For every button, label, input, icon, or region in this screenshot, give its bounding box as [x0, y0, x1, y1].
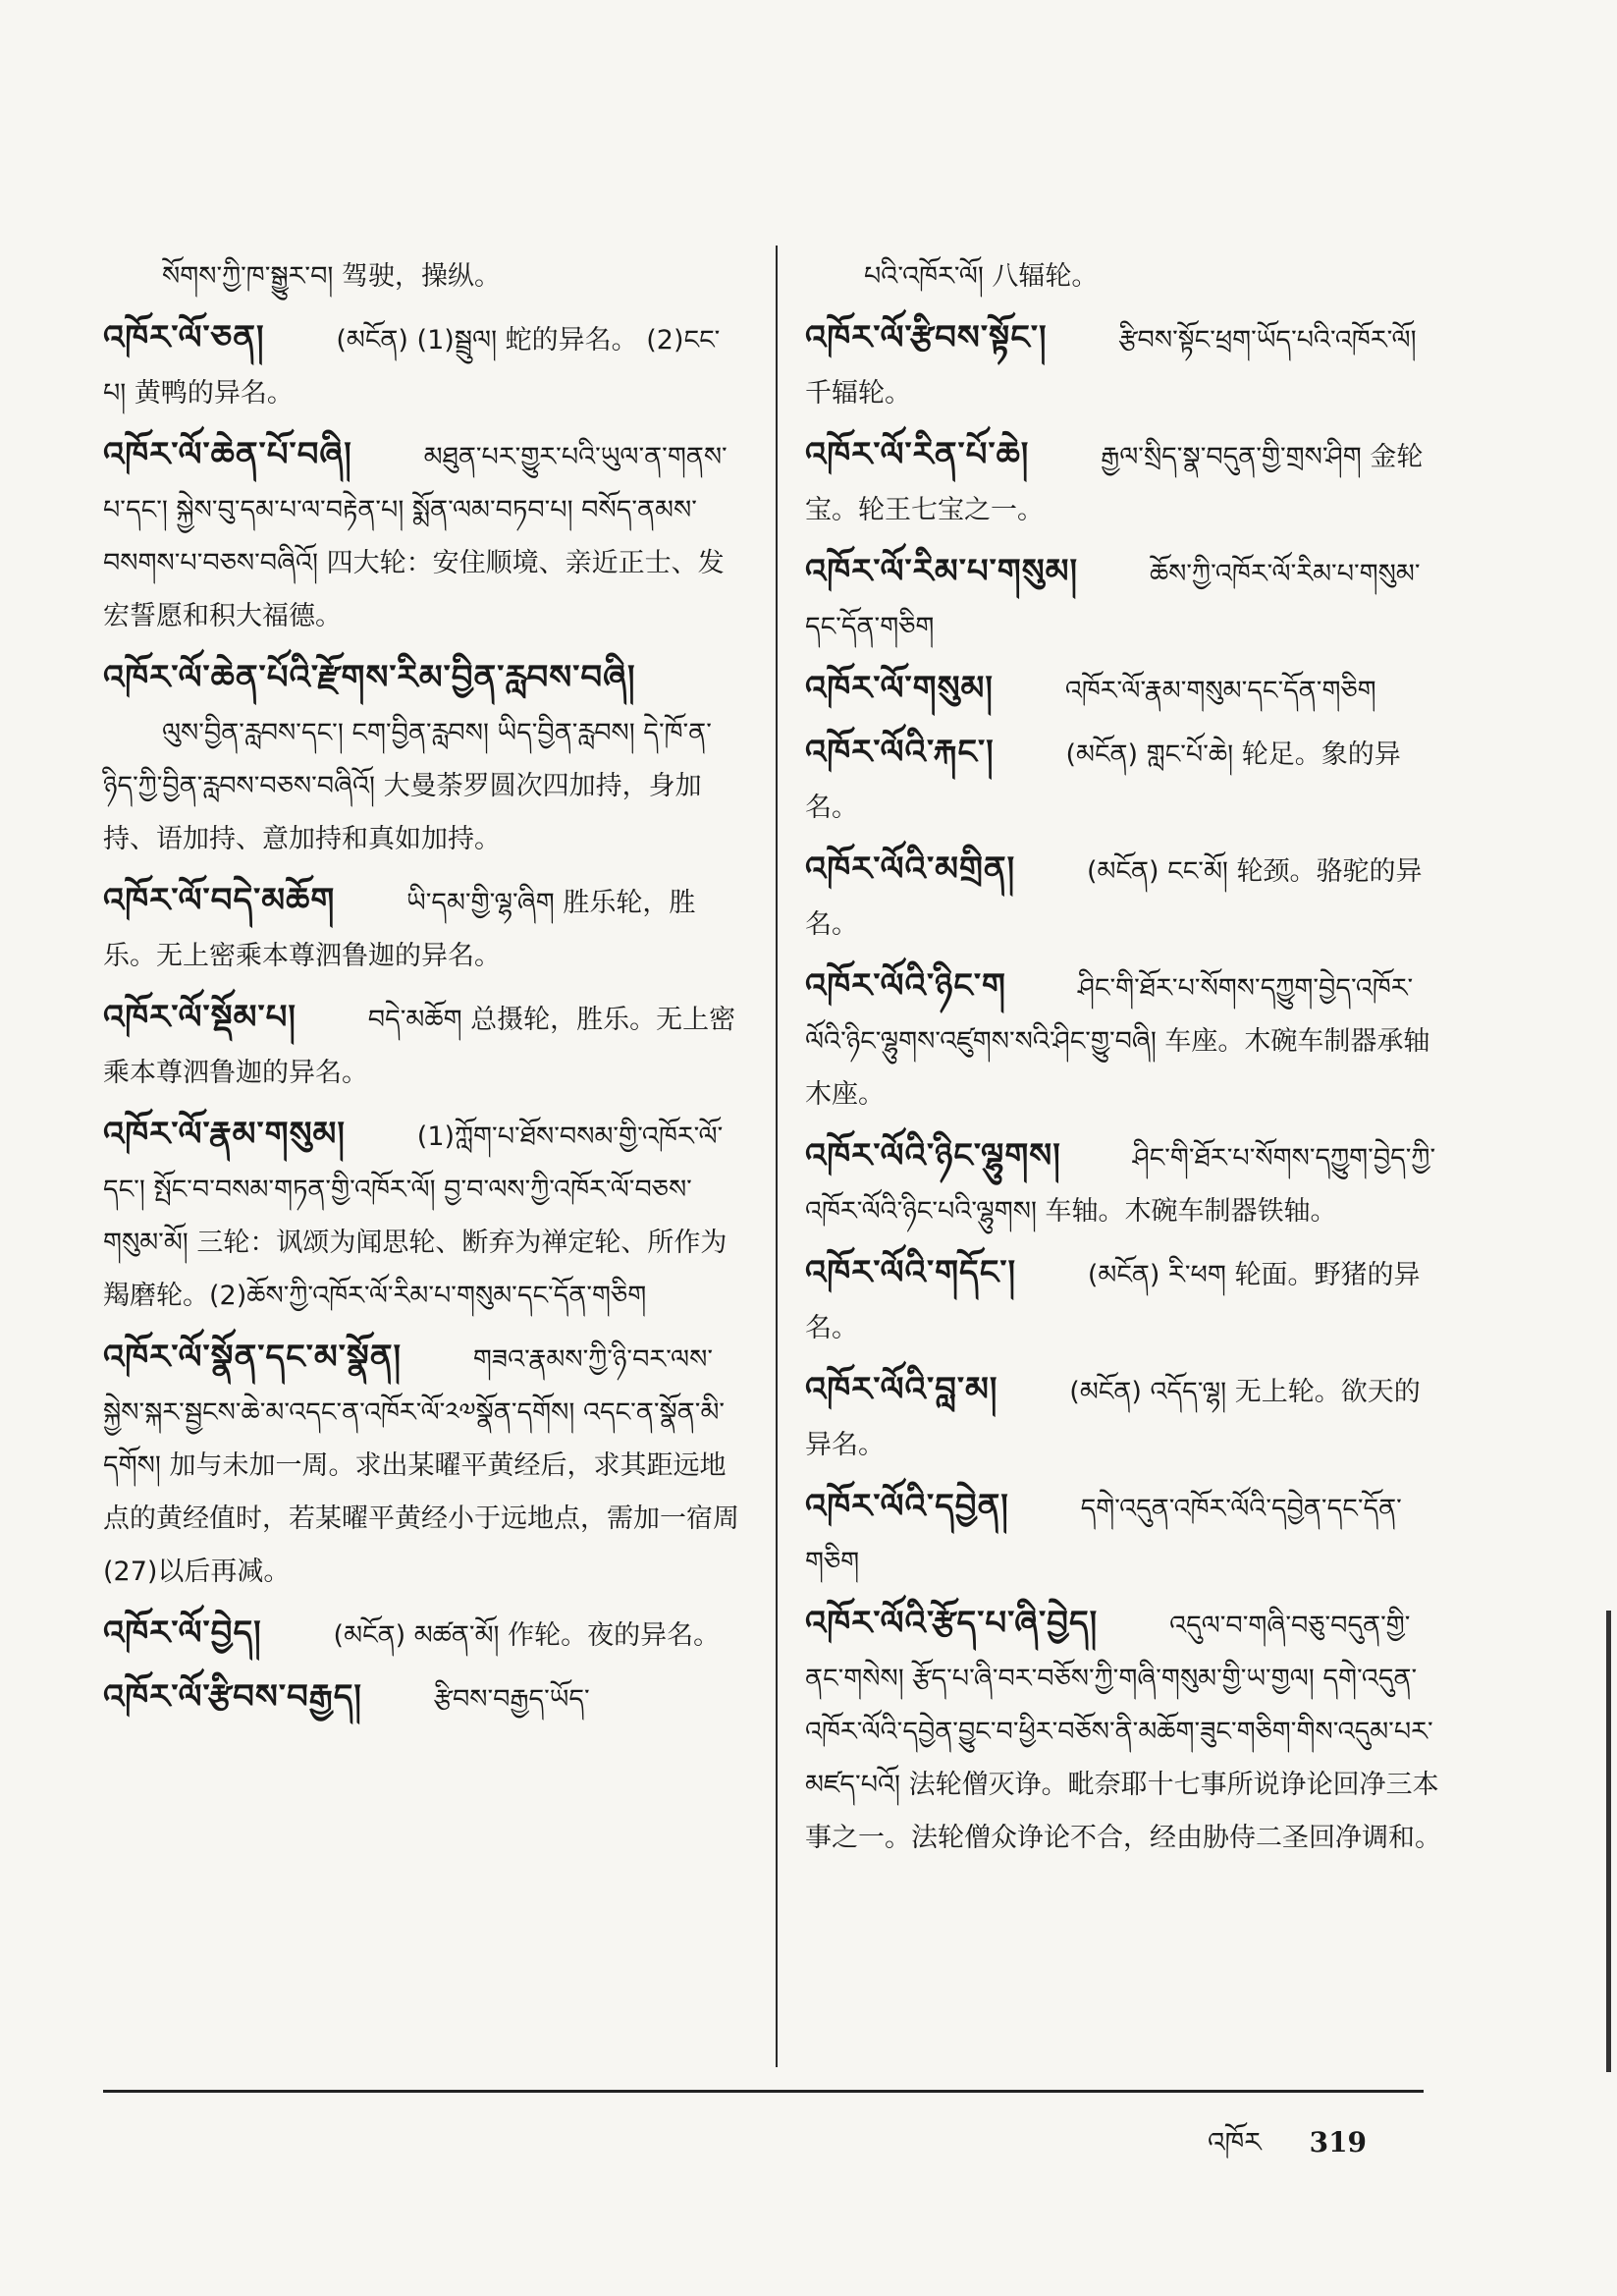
dictionary-entry: [103, 311, 741, 420]
entry-definition: (མངོན) ངང་མོ། 轮颈。骆驼的异名。: [805, 856, 1423, 940]
dictionary-entry: [805, 959, 1443, 1121]
dictionary-entry: [805, 545, 1443, 654]
dictionary-entry: [805, 843, 1443, 952]
entry-headword: འཁོར་ལོའི་བླ་མ།: [805, 1370, 1011, 1409]
entry-headword: འཁོར་ལོ་བྱེད།: [103, 1613, 275, 1653]
entry-definition: དགེ་འདུན་འཁོར་ལོའི་དབྱེན་དང་དོན་གཅིག: [805, 1494, 1402, 1577]
entry-definition: མཐུན་པར་གྱུར་པའི་ཡུལ་ན་གནས་པ་དང་། སྐྱེས་བུ་དམ་པ་ལ་བརྟེན་པ། སྨོན་ལམ་བཏབ་པ། བསོད་ནམས་བསགས་པ་བཅས་བཞིའོ། 四大轮：安住顺境、亲近正士、发宏誓愿和积大福德。: [103, 442, 728, 631]
entry-headword: འཁོར་ལོ་རིམ་པ་གསུམ།: [805, 552, 1091, 591]
dictionary-entry: [103, 1670, 741, 1726]
left-entries: [103, 250, 741, 1726]
entry-headword: འཁོར་ལོ་སྣོན་དང་མ་སྣོན།: [103, 1338, 414, 1377]
right-column: [805, 250, 1443, 1873]
dictionary-entry: [805, 1480, 1443, 1589]
dictionary-entry: [805, 662, 1443, 718]
left-column: [103, 250, 741, 1734]
entry-headword: འཁོར་ལོ་བདེ་མཆོག: [103, 881, 349, 920]
dictionary-entry: [103, 1331, 741, 1599]
page-number: 319: [1309, 2126, 1368, 2159]
dictionary-entry: [103, 874, 741, 983]
dictionary-entry: [103, 1108, 741, 1323]
entry-definition: རྒྱལ་སྲིད་སྣ་བདུན་གྱི་གྲས་ཤིག 金轮宝。轮王七宝之一。: [805, 442, 1424, 525]
dictionary-entry: [103, 1607, 741, 1663]
running-head: འཁོར: [1208, 2126, 1262, 2159]
entry-headword: འཁོར་ལོའི་རྐང་།: [805, 733, 1007, 772]
page-edge-mark: [1606, 1611, 1611, 2072]
column-divider: [776, 246, 778, 2067]
entry-headword: འཁོར་ལོ་ཆེན་པོ་བཞི།: [103, 435, 365, 474]
entry-definition: རྩིབས་སྟོང་ཕྲག་ཡོད་པའི་འཁོར་ལོ། 千辐轮。: [805, 325, 1417, 409]
entry-definition: རྩིབས་བརྒྱད་ཡོད་: [433, 1684, 590, 1715]
page-footer: [1208, 2111, 1367, 2189]
entry-headword: འཁོར་ལོ་གསུམ།: [805, 669, 1006, 708]
entry-headword: འཁོར་ལོའི་དབྱེན།: [805, 1487, 1022, 1526]
entry-headword: འཁོར་ལོ་ཆེན་པོའི་རྫོགས་རིམ་བྱིན་རླབས་བཞི།: [103, 658, 636, 697]
entry-definition: (མངོན) རི་ཕག 轮面。野猪的异名。: [805, 1260, 1421, 1343]
dictionary-entry: [103, 651, 741, 866]
entry-definition: ཤིང་གི་ཐོར་པ་སོགས་དཀྱུག་བྱེད་འཁོར་ལོའི་ཉིང་ལྷུགས་འཛུགས་སའི་ཤིང་གྱུ་བཞི། 车座。木碗车制器承轴木座。: [805, 973, 1430, 1110]
entry-definition: གཟའ་རྣམས་ཀྱི་ཉི་བར་ལས་སྐྱེས་སྐར་སྦྱངས་ཆེ་མ་འདང་ན་འཁོར་ལོ་༢༧སྣོན་དགོས། འདང་ན་སྣོན་མི་དགོས། 加与未加一周。求出某曜平黄经后，求其距远地点的黄经值时，若某曜平黄经小于远地点，需加一宿周(27)以后再减。: [103, 1344, 739, 1587]
entry-definition: (མངོན) གླང་པོ་ཆེ། 轮足。象的异名。: [805, 739, 1401, 823]
entry-definition: ཤིང་གི་ཐོར་པ་སོགས་དཀྱུག་བྱེད་ཀྱི་འཁོར་ལོའི་ཉིང་པའི་ལྷུགས། 车轴。木碗车制器铁轴。: [805, 1143, 1436, 1227]
entry-definition: ཡི་དམ་གྱི་ལྷ་ཞིག 胜乐轮，胜乐。无上密乘本尊泗鲁迦的异名。: [103, 888, 696, 971]
entry-definition: (མངོན) (1)སྦྲུལ། 蛇的异名。 (2)ངང་པ། 黄鸭的异名。: [103, 325, 721, 409]
entry-definition: སོགས་ཀྱི་ཁ་སྒྱུར་བ། 驾驶，操纵。: [162, 261, 501, 292]
entry-headword: འཁོར་ལོའི་གདོང་།: [805, 1253, 1029, 1292]
entry-headword: འཁོར་ལོ་སྡོམ་པ།: [103, 998, 309, 1037]
entry-headword: འཁོར་ལོ་རྩིབས་སྟོང་།: [805, 318, 1060, 357]
dictionary-entry: [805, 1129, 1443, 1238]
entry-definition: པའི་འཁོར་ལོ། 八辐轮。: [864, 261, 1099, 292]
entry-definition: ལུས་བྱིན་རླབས་དང་། ངག་བྱིན་རླབས། ཡིད་བྱིན་རླབས། དེ་ཁོ་ན་ཉིད་ཀྱི་བྱིན་རླབས་བཅས་བཞིའོ། 大曼荼罗圆次四加持，身加持、语加持、意加持和真如加持。: [103, 718, 712, 854]
dictionary-entry: [805, 1246, 1443, 1355]
entry-headword: འཁོར་ལོའི་ཉིང་ག: [805, 966, 1019, 1006]
entry-headword: འཁོར་ལོའི་རྩོད་པ་ཞི་བྱེད།: [805, 1604, 1111, 1643]
footer-rule: [103, 2090, 1424, 2093]
dictionary-entry: [103, 428, 741, 643]
dictionary-entry: [805, 250, 1443, 303]
entry-headword: འཁོར་ལོ་རིན་པོ་ཆེ།: [805, 435, 1043, 474]
entry-definition: (མངོན) འདོད་ལྷ། 无上轮。欲天的异名。: [805, 1377, 1421, 1460]
dictionary-entry: [805, 726, 1443, 835]
entry-headword: འཁོར་ལོའི་མགྲིན།: [805, 849, 1028, 889]
entry-definition: (1)ཀློག་པ་ཐོས་བསམ་གྱི་འཁོར་ལོ་དང་། སྤོང་བ་བསམ་གཏན་གྱི་འཁོར་ལོ། བྱ་བ་ལས་ཀྱི་འཁོར་ལོ་བཅས་གསུམ་མོ། 三轮：讽颂为闻思轮、断弃为禅定轮、所作为羯磨轮。(2)ཆོས་ཀྱི་འཁོར་ལོ་རིམ་པ་གསུམ་དང་དོན་གཅིག: [103, 1121, 728, 1311]
dictionary-entry: [103, 991, 741, 1100]
entry-headword: འཁོར་ལོ་རྣམ་གསུམ།: [103, 1115, 358, 1154]
entry-definition: (མངོན) མཚན་མོ། 作轮。夜的异名。: [333, 1620, 721, 1651]
dictionary-entry: [805, 311, 1443, 420]
dictionary-entry: [805, 428, 1443, 537]
entry-headword: འཁོར་ལོའི་ཉིང་ལྷུགས།: [805, 1136, 1074, 1175]
dictionary-entry: [805, 1363, 1443, 1472]
entry-definition: འདུལ་བ་གཞི་བཅུ་བདུན་གྱི་ནང་གསེས། རྩོད་པ་ཞི་བར་བཅོས་ཀྱི་གཞི་གསུམ་གྱི་ཡ་གྱལ། དགེ་འདུན་འཁོར་ལོའི་དབྱེན་བྱུང་བ་ཕྱིར་བཅོས་ནི་མཆོག་ཟུང་གཅིག་གིས་འདུམ་པར་མཛད་པའོ། 法轮僧灭诤。毗奈耶十七事所说诤论回净三本事之一。法轮僧众诤论不合，经由胁侍二圣回净调和。: [805, 1611, 1441, 1853]
dictionary-entry: [805, 1597, 1443, 1865]
entry-headword: འཁོར་ལོ་ཅན།: [103, 318, 278, 357]
dictionary-entry: [103, 250, 741, 303]
entry-definition: འཁོར་ལོ་རྣམ་གསུམ་དང་དོན་གཅིག: [1064, 676, 1376, 706]
entry-headword: འཁོར་ལོ་རྩིབས་བརྒྱད།: [103, 1677, 375, 1717]
right-entries: [805, 250, 1443, 1865]
entry-definition: ཆོས་ཀྱི་འཁོར་ལོ་རིམ་པ་གསུམ་དང་དོན་གཅིག: [805, 559, 1421, 642]
entry-definition: བདེ་མཆོག 总摄轮，胜乐。无上密乘本尊泗鲁迦的异名。: [103, 1005, 736, 1088]
